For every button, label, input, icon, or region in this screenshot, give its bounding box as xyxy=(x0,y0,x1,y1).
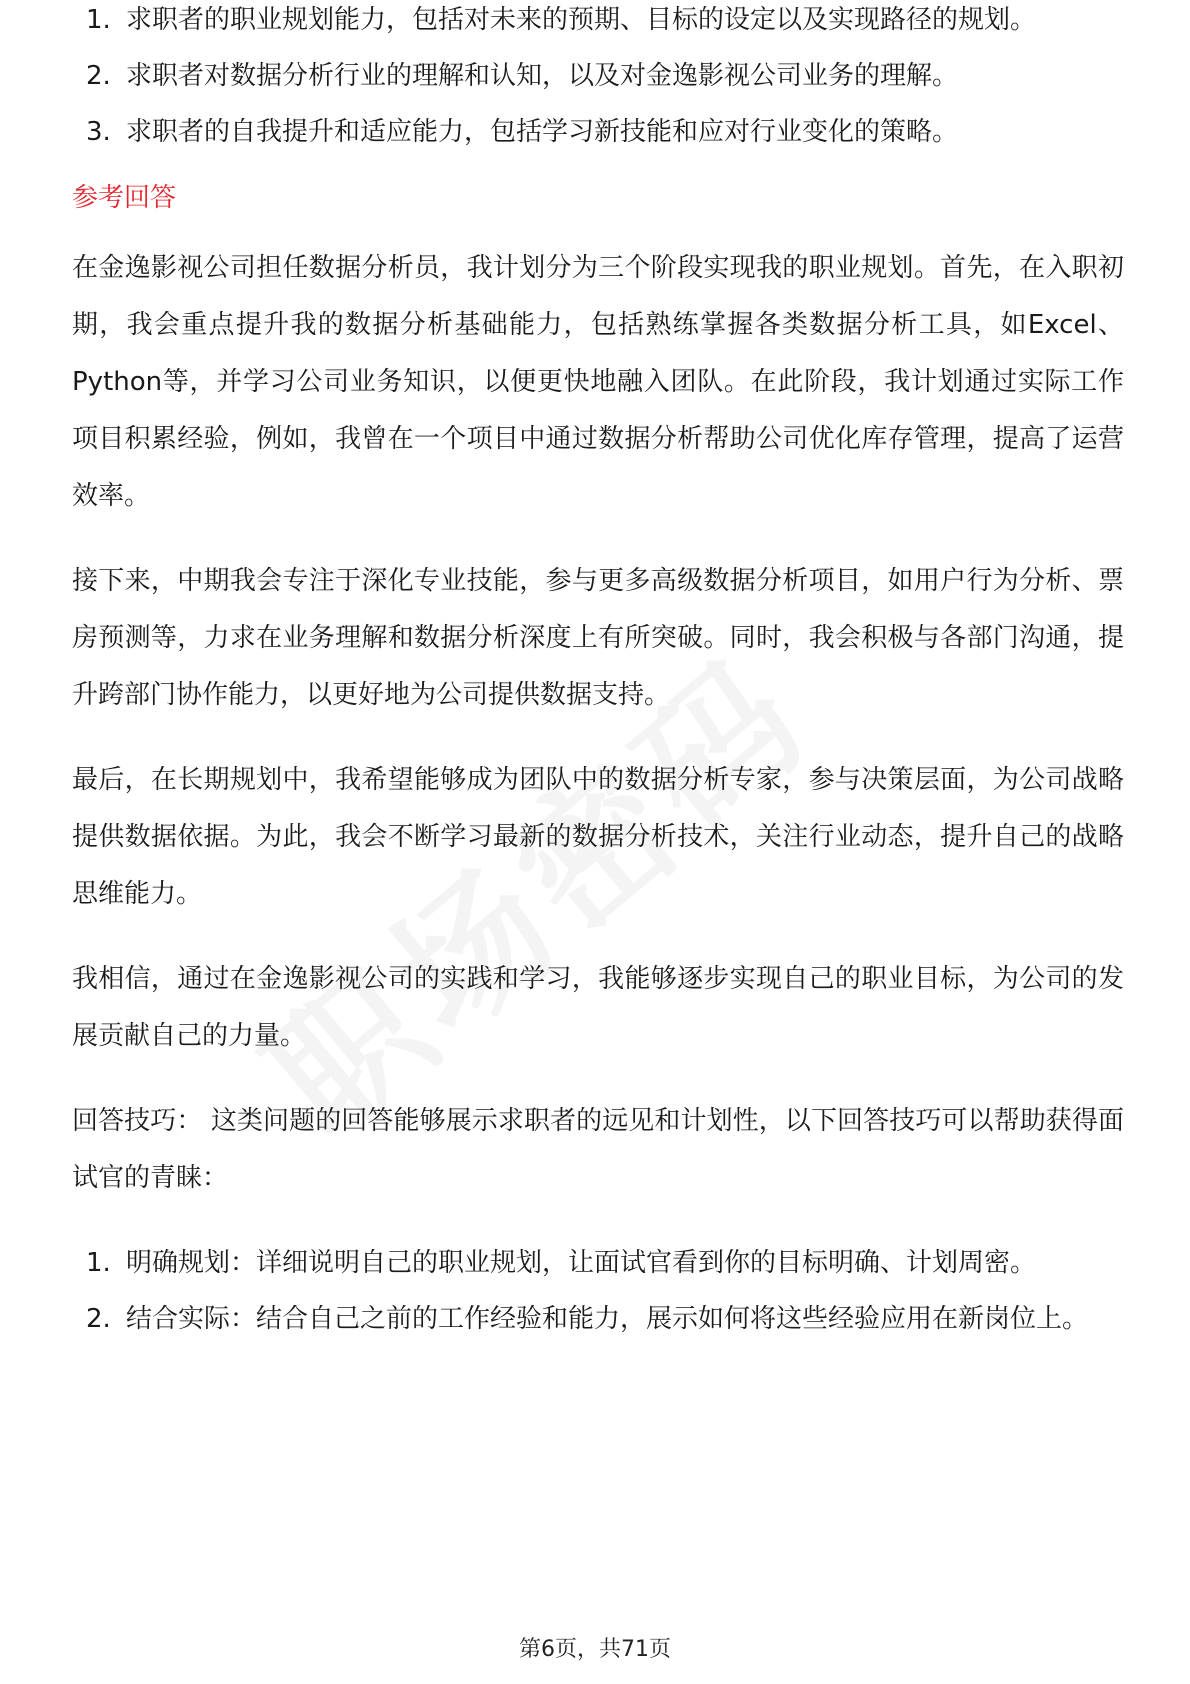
list-text: 求职者对数据分析行业的理解和认知，以及对金逸影视公司业务的理解。 xyxy=(126,61,959,91)
list-number: 3. xyxy=(86,117,111,147)
requirements-list xyxy=(72,0,1124,160)
list-text: 明确规划：详细说明自己的职业规划，让面试官看到你的目标明确、计划周密。 xyxy=(126,1248,1037,1278)
list-text: 结合实际：结合自己之前的工作经验和能力，展示如何将这些经验应用在新岗位上。 xyxy=(126,1304,1089,1334)
list-number: 2. xyxy=(86,61,111,91)
list-item xyxy=(72,1291,1124,1347)
list-text: 求职者的职业规划能力，包括对未来的预期、目标的设定以及实现路径的规划。 xyxy=(126,5,1037,35)
page-content xyxy=(72,0,1124,1347)
page-number-footer: 第6页，共71页 xyxy=(519,1637,671,1662)
list-item xyxy=(72,1235,1124,1291)
tips-paragraph: 回答技巧： 这类问题的回答能够展示求职者的远见和计划性，以下回答技巧可以帮助获得面试官的青睐： xyxy=(72,1106,1124,1193)
list-number: 1. xyxy=(86,5,111,35)
list-text: 求职者的自我提升和适应能力，包括学习新技能和应对行业变化的策略。 xyxy=(126,117,959,147)
answer-paragraph: 我相信，通过在金逸影视公司的实践和学习，我能够逐步实现自己的职业目标，为公司的发展贡献自己的力量。 xyxy=(72,964,1124,1051)
list-number: 1. xyxy=(86,1248,111,1278)
reference-answer-heading: 参考回答 xyxy=(72,183,177,213)
list-item xyxy=(72,0,1124,48)
answer-paragraph: 最后，在长期规划中，我希望能够成为团队中的数据分析专家，参与决策层面，为公司战略提供数据依据。为此，我会不断学习最新的数据分析技术，关注行业动态，提升自己的战略思维能力。 xyxy=(72,765,1124,909)
list-item xyxy=(72,48,1124,104)
tips-list xyxy=(72,1235,1124,1347)
list-item xyxy=(72,104,1124,160)
list-number: 2. xyxy=(86,1304,111,1334)
answer-paragraph: 在金逸影视公司担任数据分析员，我计划分为三个阶段实现我的职业规划。首先，在入职初期，我会重点提升我的数据分析基础能力，包括熟练掌握各类数据分析工具，如Excel、Python等，并学习公司业务知识，以便更快地融入团队。在此阶段，我计划通过实际工作项目积累经验，例如，我曾在一个项目中通过数据分析帮助公司优化库存管理，提高了运营效率。 xyxy=(72,253,1124,511)
answer-paragraph: 接下来，中期我会专注于深化专业技能，参与更多高级数据分析项目，如用户行为分析、票房预测等，力求在业务理解和数据分析深度上有所突破。同时，我会积极与各部门沟通，提升跨部门协作能力，以更好地为公司提供数据支持。 xyxy=(72,566,1124,710)
